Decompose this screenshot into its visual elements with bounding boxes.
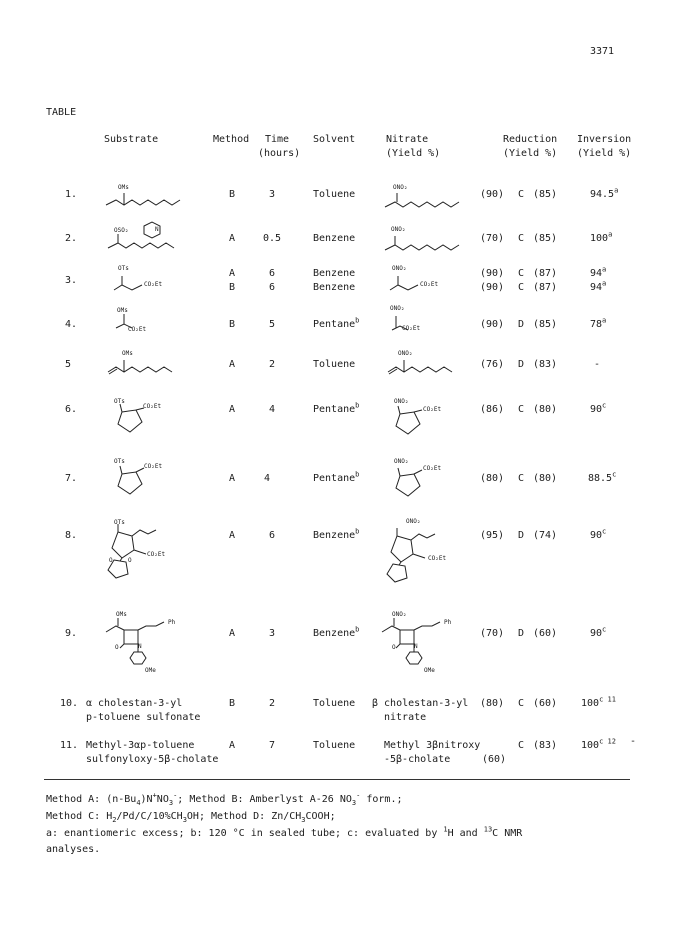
method-2: B (229, 282, 236, 293)
nitrate-name-line1: Methyl 3βnitroxy (384, 740, 481, 751)
inversion: 90$^c$ (590, 401, 607, 415)
footnote-methods-cd: Method C: $H_2/Pd/C/10\%CH_3OH$; Method D: $Zn/CH_3COOH$; (46, 811, 336, 824)
oms-label: OMs (116, 611, 127, 618)
co2et-label: CO₂Et (128, 326, 147, 333)
ome-label: OMe (424, 667, 435, 674)
ono2-label: ONO₂ (398, 350, 413, 357)
substrate-name-line2: sulfonyloxy-5β-cholate (86, 754, 219, 765)
reduction-method: C (518, 189, 525, 200)
inversion: 94$^a$ (590, 265, 607, 279)
time: 4 (269, 404, 276, 415)
inversion: 90$^c$ (590, 625, 607, 639)
inversion: 94.5$^a$ (590, 186, 619, 200)
reduction-yield: (83) (533, 740, 558, 751)
inversion: 90$^c$ (590, 527, 607, 541)
footnote-legend: a: enantiomeric excess; b: 120 °C in sealed tube; c: evaluated by $^1$H and $^{13}$C NMR (46, 825, 523, 839)
solvent: Toluene (313, 189, 356, 200)
ots-label: OTs (114, 458, 125, 465)
reduction-yield: (85) (533, 189, 558, 200)
time: 6 (269, 530, 276, 541)
ono2-label: ONO₂ (392, 611, 407, 618)
n-label: N (414, 643, 418, 650)
oms-label: OMs (117, 307, 128, 314)
nitrate-structure (386, 308, 446, 338)
reduction-yield: (80) (533, 404, 558, 415)
row-number: 2. (65, 233, 78, 244)
nitrate-yield: (70) (480, 628, 505, 639)
co2et-label: CO₂Et (402, 325, 421, 332)
inversion: 78$^a$ (590, 316, 607, 330)
o-label: O (128, 557, 132, 564)
inversion: 100$^a$ (590, 230, 613, 244)
oms-label: OMs (118, 184, 129, 191)
inversion: - (594, 359, 601, 370)
header-time: Time (265, 134, 290, 145)
table-divider (44, 779, 630, 780)
header-solvent: Solvent (313, 134, 356, 145)
nitrate-yield: (90) (480, 189, 505, 200)
nitrate-yield-2: (90) (480, 282, 505, 293)
nitrate-structure (383, 526, 463, 588)
header-reduction-yield: (Yield %) (503, 148, 558, 159)
nitrate-name-line1: β cholestan-3-yl (372, 698, 469, 709)
co2et-label: CO₂Et (147, 551, 166, 558)
solvent: Benzene (313, 268, 356, 279)
nitrate-yield: (60) (482, 754, 507, 765)
reduction-method: C (518, 268, 525, 279)
time: 2 (269, 698, 276, 709)
nitrate-yield: (80) (480, 473, 505, 484)
method: A (229, 740, 236, 751)
page-number: 3371 (590, 46, 615, 57)
header-reduction: Reduction (503, 134, 558, 145)
inversion: $100^{c 11}$ (581, 695, 616, 709)
co2et-label: CO₂Et (428, 555, 447, 562)
method: A (229, 404, 236, 415)
ph-label: Ph (444, 619, 452, 626)
time: 0.5 (263, 233, 282, 244)
solvent: Benzene$^b$ (313, 527, 360, 541)
reduction-method: D (518, 319, 525, 330)
substrate-name-line2: p-toluene sulfonate (86, 712, 201, 723)
ono2-label: ONO₂ (394, 458, 409, 465)
ono2-label: ONO₂ (394, 398, 409, 405)
solvent: Benzene (313, 233, 356, 244)
reduction-method: C (518, 473, 525, 484)
method: B (229, 698, 236, 709)
nitrate-name-line2: -5β-cholate (384, 754, 451, 765)
solvent: Toluene (313, 740, 356, 751)
reduction-yield-2: (87) (533, 282, 558, 293)
table-label: TABLE (46, 107, 77, 118)
ots-label: OTs (114, 398, 125, 405)
reduction-method: C (518, 233, 525, 244)
footnote-methods-ab: Method A: $(n-Bu_4)N^+NO_3^-$; Method B: Amberlyst A-26 $NO_3^-$ form.; (46, 791, 403, 807)
reduction-yield: (74) (533, 530, 558, 541)
n-label: N (138, 643, 142, 650)
time: 4 (264, 473, 271, 484)
co2et-label: CO₂Et (423, 465, 442, 472)
header-substrate: Substrate (104, 134, 159, 145)
ph-label: Ph (168, 619, 176, 626)
ono2-label: ONO₂ (390, 305, 405, 312)
nitrate-yield: (90) (480, 268, 505, 279)
n-label: N (155, 226, 159, 233)
co2et-label: CO₂Et (144, 281, 163, 288)
row-number: 4. (65, 319, 78, 330)
substrate-structure (104, 180, 189, 210)
time: 5 (269, 319, 276, 330)
row-number: 10. (60, 698, 79, 709)
inversion-2: 94$^a$ (590, 279, 607, 293)
o-label: O (109, 557, 113, 564)
reduction-method: D (518, 628, 525, 639)
time: 3 (269, 189, 276, 200)
inversion: $100^{c 12}$ (581, 737, 616, 751)
ono2-label: ONO₂ (391, 226, 406, 233)
ots-label: OTs (114, 519, 125, 526)
reduction-yield: (87) (533, 268, 558, 279)
time: 2 (269, 359, 276, 370)
trailing-mark: - (630, 736, 637, 747)
reduction-method: D (518, 359, 525, 370)
reduction-method: C (518, 740, 525, 751)
row-number: 9. (65, 628, 78, 639)
solvent: Toluene (313, 359, 356, 370)
row-number: 3. (65, 275, 78, 286)
ono2-label: ONO₂ (406, 518, 421, 525)
reduction-method: D (518, 530, 525, 541)
co2et-label: CO₂Et (420, 281, 439, 288)
row-number: 11. (60, 740, 79, 751)
header-time-unit: (hours) (258, 148, 301, 159)
header-nitrate-yield: (Yield %) (386, 148, 441, 159)
substrate-structure (104, 350, 194, 380)
time: 7 (269, 740, 276, 751)
nitrate-yield: (80) (480, 698, 505, 709)
solvent: Pentane$^b$ (313, 470, 360, 484)
time: 6 (269, 268, 276, 279)
ono2-label: ONO₂ (392, 265, 407, 272)
reduction-method: C (518, 404, 525, 415)
co2et-label: CO₂Et (144, 463, 163, 470)
header-inversion: Inversion (577, 134, 632, 145)
nitrate-yield: (90) (480, 319, 505, 330)
footnote-analyses: analyses. (46, 844, 101, 855)
substrate-name-line1: α cholestan-3-yl (86, 698, 183, 709)
solvent: Toluene (313, 698, 356, 709)
nitrate-yield: (70) (480, 233, 505, 244)
method: B (229, 189, 236, 200)
reduction-yield: (80) (533, 473, 558, 484)
o-label: O (392, 644, 396, 651)
header-method: Method (213, 134, 250, 145)
nitrate-name-line2: nitrate (384, 712, 427, 723)
reduction-method-2: C (518, 282, 525, 293)
header-inversion-yield: (Yield %) (577, 148, 632, 159)
header-nitrate: Nitrate (386, 134, 429, 145)
oso2-label: OSO₂ (114, 227, 129, 234)
method: A (229, 628, 236, 639)
substrate-structure (104, 522, 184, 584)
inversion: 88.5$^c$ (588, 470, 617, 484)
row-number: 5 (65, 359, 72, 370)
solvent-2: Benzene (313, 282, 356, 293)
ono2-label: ONO₂ (393, 184, 408, 191)
row-number: 6. (65, 404, 78, 415)
method: A (229, 359, 236, 370)
row-number: 7. (65, 473, 78, 484)
method: A (229, 268, 236, 279)
reduction-yield: (83) (533, 359, 558, 370)
nitrate-yield: (95) (480, 530, 505, 541)
row-number: 8. (65, 530, 78, 541)
co2et-label: CO₂Et (423, 406, 442, 413)
row-number: 1. (65, 189, 78, 200)
solvent: Benzene$^b$ (313, 625, 360, 639)
method: B (229, 319, 236, 330)
oms-label: OMs (122, 350, 133, 357)
time-2: 6 (269, 282, 276, 293)
method: A (229, 473, 236, 484)
reduction-yield: (85) (533, 319, 558, 330)
reduction-method: C (518, 698, 525, 709)
o-label: O (115, 644, 119, 651)
method: A (229, 530, 236, 541)
time: 3 (269, 628, 276, 639)
reduction-yield: (85) (533, 233, 558, 244)
solvent: Pentane$^b$ (313, 316, 360, 330)
method: A (229, 233, 236, 244)
reduction-yield: (60) (533, 628, 558, 639)
substrate-name-line1: Methyl-3αp-toluene (86, 740, 195, 751)
solvent: Pentane$^b$ (313, 401, 360, 415)
nitrate-yield: (86) (480, 404, 505, 415)
ots-label: OTs (118, 265, 129, 272)
reduction-yield: (60) (533, 698, 558, 709)
ome-label: OMe (145, 667, 156, 674)
co2et-label: CO₂Et (143, 403, 162, 410)
nitrate-yield: (76) (480, 359, 505, 370)
